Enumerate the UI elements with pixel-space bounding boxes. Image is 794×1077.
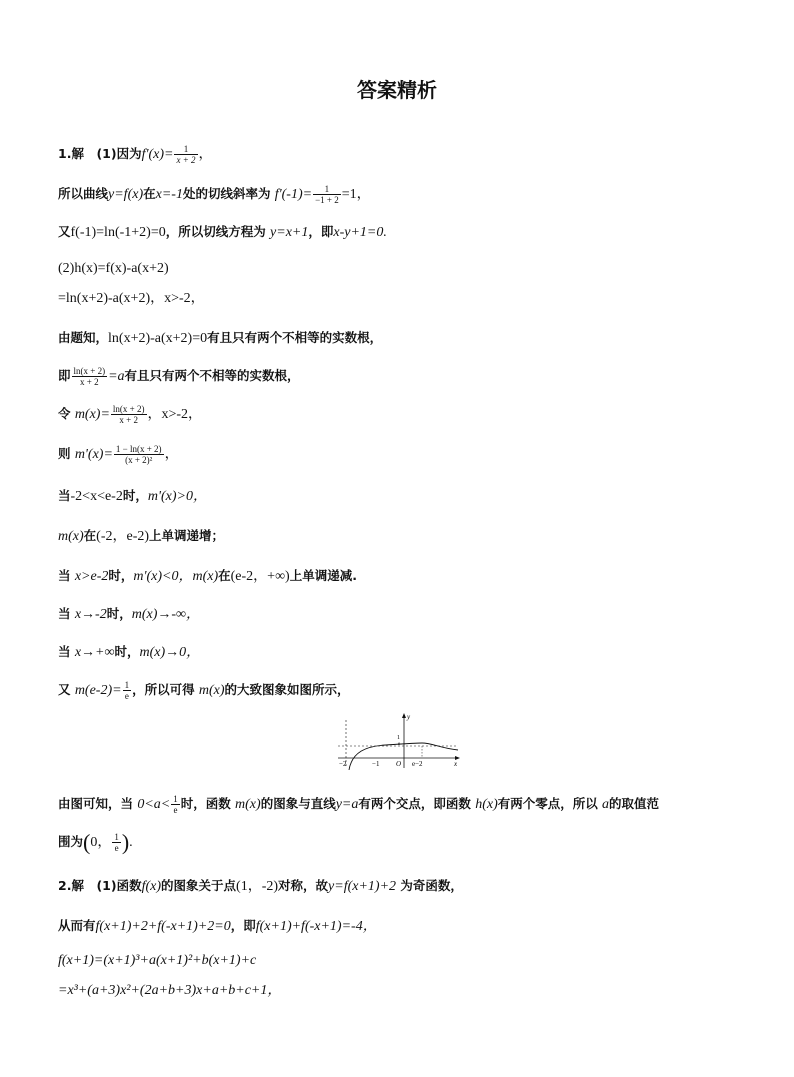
math: 0<a< [137,797,171,812]
solution-line [58,184,371,205]
math: m(x) [235,797,261,812]
text: 有两个交点，即函数 [358,796,471,811]
solution-line [58,366,300,387]
solution-line [58,328,382,349]
math: (-2，e-2) [96,529,150,544]
text: 从而有 [58,918,96,933]
math: m(e-2)= [74,683,122,698]
text: 时，函数 [180,796,231,811]
solution-1-line [58,144,213,165]
text: 当 [58,568,71,583]
math: x=-1 [155,187,183,202]
tick-label: 1 [397,735,400,741]
tick-label: −1 [372,760,380,768]
math: f'(x)= [141,147,174,162]
math: x-y+1=0. [333,225,387,240]
fraction-denominator: x + 2 [176,155,196,165]
text: 由图可知，当 [58,796,134,811]
text: 2.解 (1)函数 [58,878,142,893]
fraction-numerator: ln(x + 2) [73,366,106,376]
math: =x³+(a+3)x²+(2a+b+3)x+a+b+c+1， [58,983,282,998]
fraction-numerator: 1 [174,144,197,155]
math: (2)h(x)=f(x)-a(x+2) [58,261,169,276]
math: h(x) [475,797,498,812]
text: 当 [58,488,71,503]
math: x→+∞ [74,645,115,660]
fraction-numerator: 1 [114,832,119,842]
solution-line [58,642,200,663]
text: 对称，故 [278,878,329,893]
math: f'(-1)= [274,187,313,202]
fraction [114,444,164,465]
solution-line [58,566,357,587]
math: -2<x<e-2 [70,489,123,504]
math: m(x)→0， [139,645,201,660]
text: 的图象关于点 [161,878,237,893]
text: 有且只有两个不相等的实数根， [124,368,300,383]
math: f(-1)=ln(-1+2)=0 [70,225,166,240]
math: m(x) [58,529,84,544]
fraction [112,832,121,853]
text: 时， [106,606,132,621]
fraction-denominator: e [173,805,178,815]
text: 在 [83,528,97,543]
y-axis-label: y [407,713,411,721]
text: 又 [58,682,71,697]
text: 时， [108,568,134,583]
math: . [129,835,133,850]
math: y=f(x+1)+2 [328,879,397,894]
math: =1， [341,187,371,202]
solution-line [58,526,224,547]
solution-line [58,222,387,243]
math: m'(x)<0，m(x) [133,569,219,584]
fraction-numerator: 1 [313,184,341,195]
page-title: 答案精析 [357,78,437,102]
solution-2-line [58,876,463,897]
math: x>e-2 [74,569,109,584]
text: 1.解 (1)因为 [58,146,142,161]
tick-label: e−2 [412,760,423,768]
math: x→-2 [74,607,107,622]
math: f(x+1)+f(-x+1)=-4， [255,919,377,934]
math: =ln(x+2)-a(x+2)，x>-2， [58,291,205,306]
function-graph [336,712,460,770]
text: ，所以切线方程为 [165,224,266,239]
curve-m-x [349,743,458,770]
text: 上单调递减. [289,568,357,583]
text: 当 [58,644,71,659]
text: 在 [143,186,156,201]
fraction [313,184,341,205]
math: f(x+1)+2+f(-x+1)+2=0 [95,919,231,934]
fraction-numerator: 1 [124,680,130,690]
text: 为奇函数， [400,878,463,893]
fraction-denominator: e [114,843,119,853]
fraction-denominator: −1 + 2 [315,195,339,205]
fraction [174,144,197,165]
text: 由题知， [58,330,109,345]
math: m'(x)= [74,447,113,462]
math: y=x+1 [270,225,309,240]
tick-label: e [398,742,401,747]
text: 围为 [58,834,84,849]
fraction [123,680,132,701]
math: (e-2，+∞) [230,569,290,584]
fraction-denominator: (x + 2)² [125,455,153,465]
math: ，x>-2， [147,407,203,422]
math: ln(x+2)-a(x+2)=0 [108,331,208,346]
math: y=a [335,797,359,812]
origin-label: O [396,760,402,768]
paren-close: ) [121,829,130,855]
fraction [111,404,147,425]
text: 令 [58,406,71,421]
solution-line [58,288,205,309]
solution-line [58,680,350,701]
text: 当 [58,606,71,621]
text: 有且只有两个不相等的实数根， [207,330,383,345]
fraction-denominator: e [124,691,129,701]
solution-line [58,794,659,815]
text: 上单调递增； [149,528,225,543]
math: =a [108,369,125,384]
text: 的取值范 [609,796,660,811]
math: m(x)= [74,407,110,422]
solution-line [58,486,207,507]
fraction-numerator: 1 − ln(x + 2) [115,444,162,454]
math: m(x)→-∞， [131,607,201,622]
text: 在 [218,568,231,583]
math: y=f(x) [108,187,144,202]
paren-open: ( [83,829,91,855]
solution-line [58,604,200,625]
fraction-numerator: ln(x + 2) [112,404,145,414]
text: 处的切线斜率为 [182,186,271,201]
math: 0， [90,835,112,850]
text: ，即 [230,918,256,933]
solution-line [58,916,377,937]
fraction-numerator: 1 [173,794,178,804]
math: m(x) [198,683,225,698]
fraction [171,794,180,815]
text: 的大致图象如图所示， [224,682,350,697]
solution-line [58,444,179,465]
math: m'(x)>0， [147,489,207,504]
text: ，所以可得 [132,682,195,697]
text: 则 [58,446,71,461]
math: (1，-2) [236,879,279,894]
math: ， [198,147,213,162]
solution-line [58,980,281,1001]
fraction [72,366,108,387]
tick-label: −2 [339,760,347,768]
text: 时， [114,644,140,659]
solution-line [58,950,256,971]
math: ， [164,447,179,462]
y-axis-arrow [402,713,406,718]
text: 所以曲线 [58,186,109,201]
fraction-denominator: x + 2 [119,415,138,425]
fraction-denominator: x + 2 [80,377,99,387]
text: 又 [58,224,71,239]
text: 即 [58,368,71,383]
text: 的图象与直线 [260,796,336,811]
math: f(x) [141,879,162,894]
text: 有两个零点，所以 [497,796,598,811]
solution-line [58,829,133,855]
math: f(x+1)=(x+1)³+a(x+1)²+b(x+1)+c [58,953,257,968]
solution-line [58,258,169,279]
math: a [602,797,610,812]
x-axis-label: x [454,760,458,768]
solution-line [58,404,202,425]
text: ，即 [308,224,334,239]
text: 时， [122,488,148,503]
